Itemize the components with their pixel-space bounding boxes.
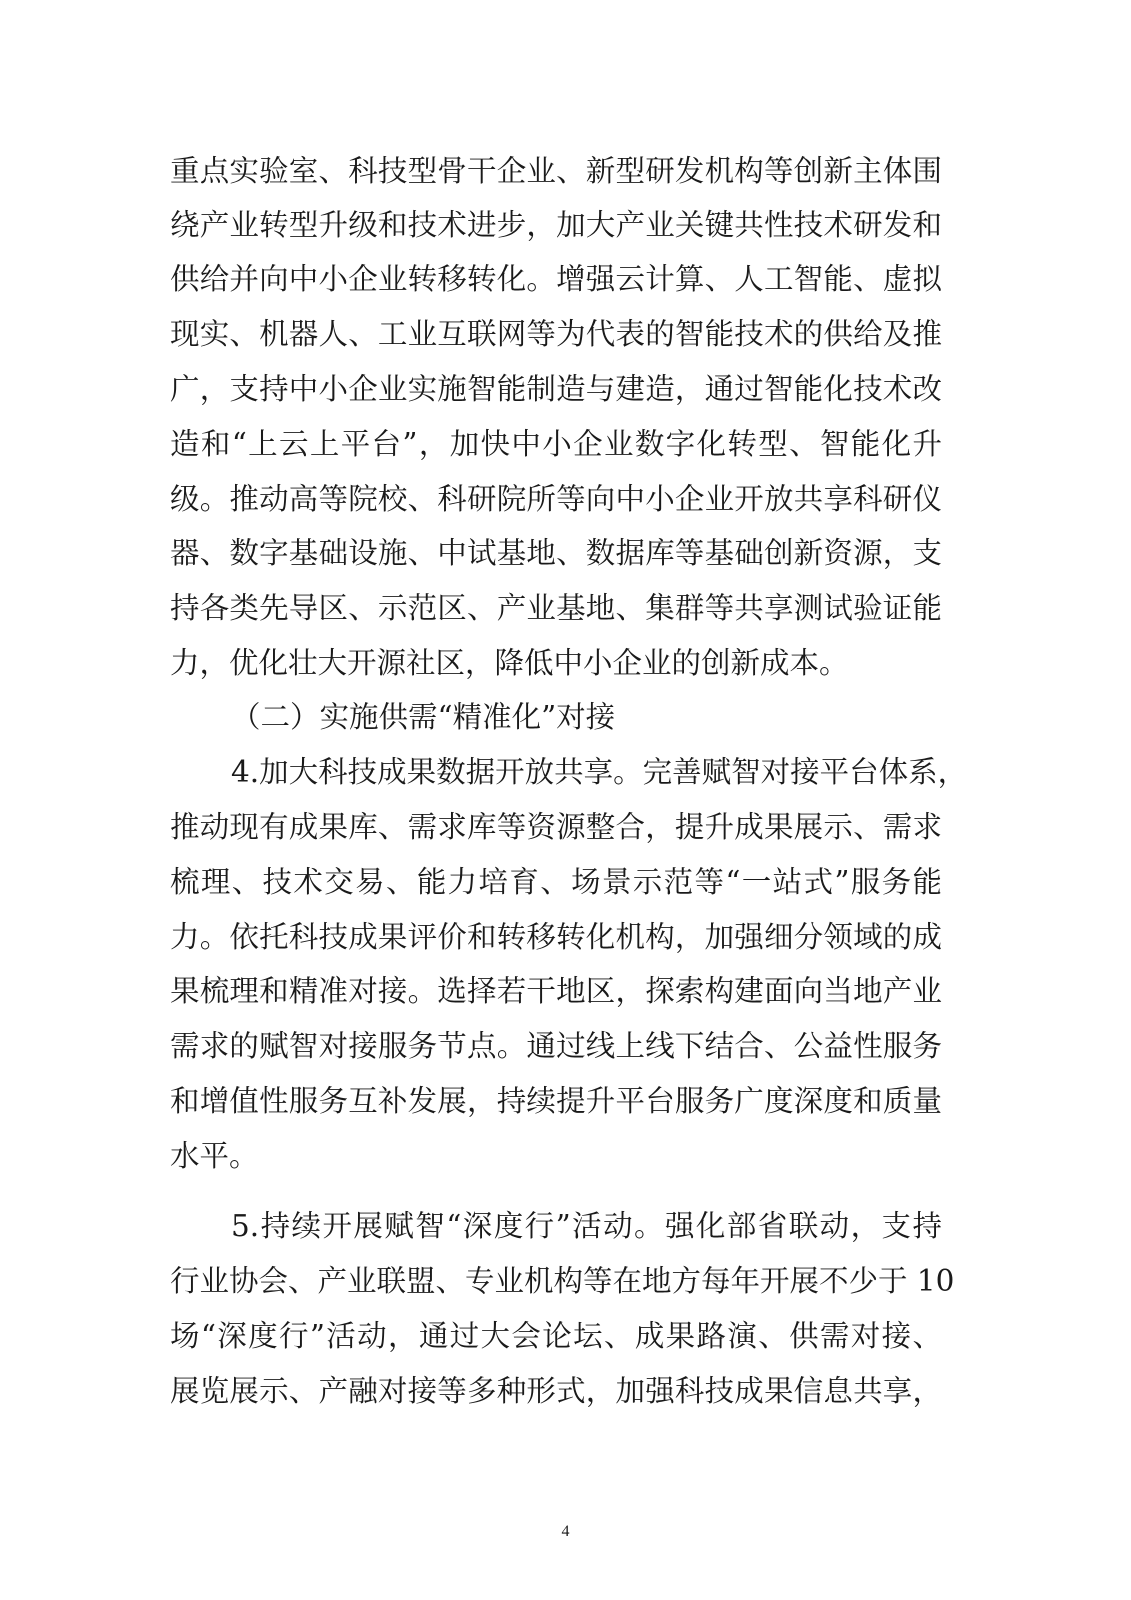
body-text-line: 需求的赋智对接服务节点。通过线上线下结合、公益性服务 [170, 1029, 942, 1063]
page-number: 4 [561, 1523, 570, 1540]
body-text-line: 5.持续开展赋智“深度行”活动。强化部省联动，支持 [231, 1209, 942, 1243]
body-text-line: 果梳理和精准对接。选择若干地区，探索构建面向当地产业 [170, 974, 942, 1008]
body-text-line: 行业协会、产业联盟、专业机构等在地方每年开展不少于 10 [170, 1264, 955, 1298]
body-text-line: 展览展示、产融对接等多种形式，加强科技成果信息共享， [170, 1374, 942, 1408]
body-text-line: 绕产业转型升级和技术进步，加大产业关键共性技术研发和 [170, 208, 942, 242]
body-text-line: 水平。 [170, 1139, 259, 1173]
body-text-line: 广，支持中小企业实施智能制造与建造，通过智能化技术改 [170, 372, 942, 406]
body-text-line: 器、数字基础设施、中试基地、数据库等基础创新资源，支 [170, 536, 942, 570]
body-text-line: 级。推动高等院校、科研院所等向中小企业开放共享科研仪 [170, 482, 942, 516]
body-text-line: 力，优化壮大开源社区，降低中小企业的创新成本。 [170, 646, 849, 680]
body-text-line: 现实、机器人、工业互联网等为代表的智能技术的供给及推 [170, 317, 942, 351]
body-text-line: 持各类先导区、示范区、产业基地、集群等共享测试验证能 [170, 591, 942, 625]
body-text-line: 推动现有成果库、需求库等资源整合，提升成果展示、需求 [170, 810, 942, 844]
body-text-line: 4.加大科技成果数据开放共享。完善赋智对接平台体系， [231, 755, 968, 789]
section-heading: （二）实施供需“精准化”对接 [231, 700, 616, 734]
body-text-line: 力。依托科技成果评价和转移转化机构，加强细分领域的成 [170, 920, 942, 954]
body-text-line: 场“深度行”活动，通过大会论坛、成果路演、供需对接、 [170, 1319, 942, 1353]
body-text-line: 和增值性服务互补发展，持续提升平台服务广度深度和质量 [170, 1084, 942, 1118]
body-text-line: 造和“上云上平台”，加快中小企业数字化转型、智能化升 [170, 427, 942, 461]
body-text-line: 梳理、技术交易、能力培育、场景示范等“一站式”服务能 [170, 865, 942, 899]
body-text-line: 供给并向中小企业转移转化。增强云计算、人工智能、虚拟 [170, 262, 942, 296]
body-text-line: 重点实验室、科技型骨干企业、新型研发机构等创新主体围 [170, 154, 942, 188]
